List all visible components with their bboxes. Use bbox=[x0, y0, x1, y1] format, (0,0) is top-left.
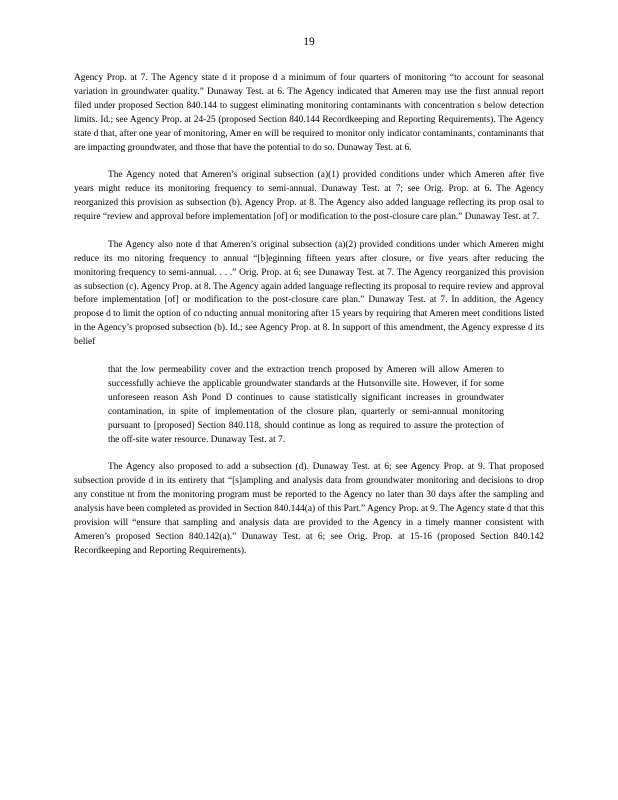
paragraph-5: The Agency also proposed to add a subsection (d). Dunaway Test. at 6; see Agency Prop. at 9. That proposed subsection provide d in its entirety that “[s]ampling and analysis data from groundwater monitoring and decisions to drop any constitue nt from the monitoring program must be reported to the Agency no later than 30 days after the sampling and analysis have been completed as provided in Section 840.144(a) of this Part.” Agency Prop. at 9. The Agency state d that this provision will “ensure that sampling and analysis data are provided to the Agency in a timely manner consistent with Ameren’s proposed Section 840.142(a).” Dunaway Test. at 6; see Orig. Prop. at 15-16 (proposed Section 840.142 Recordkeeping and Reporting Requirements). bbox=[74, 462, 544, 556]
paragraph-2: The Agency noted that Ameren’s original subsection (a)(1) provided conditions under which Ameren after five years might reduce its monitoring frequency to semi-annual. Dunaway Test. at 7; see Orig. Prop. at 6. The Agency reorganized this provision as subsection (b). Agency Prop. at 8. The Agency also added language reflecting its prop osal to require “review and approval before implementation [of] or modification to the post-closure care plan.” Dunaway Test. at 7. bbox=[74, 170, 544, 223]
block-quote: that the low permeability cover and the extraction trench proposed by Ameren will allow Ameren to successfully achieve the applicable groundwater standards at the Hutsonville site. However, if for some unforeseen reason Ash Pond D continues to cause statistically significant increases in groundwater contamination, in spite of implementation of the closure plan, quarterly or semi-annual monitoring pursuant to [proposed] Section 840.118, should continue as long as required to assure the protection of the off-site water resource. Dunaway Test. at 7. bbox=[108, 364, 504, 445]
page-number: 19 bbox=[303, 36, 315, 48]
paragraph-1: Agency Prop. at 7. The Agency state d it propose d a minimum of four quarters of monitoring “to account for seasonal variation in groundwater quality.” Dunaway Test. at 6. The Agency indicated that Ameren may use the first annual report filed under proposed Section 840.144 to suggest eliminating monitoring contaminants with concentration s below detection limits. Id.; see Agency Prop. at 24-25 (proposed Section 840.144 Recordkeeping and Reporting Requirements). The Agency state d that, after one year of monitoring, Amer en will be required to monitor only indicator contaminants, contaminants that are impacting groundwater, and those that have the potential to do so. Dunaway Test. at 6. bbox=[74, 73, 544, 153]
paragraph-3: The Agency also note d that Ameren’s original subsection (a)(2) provided conditions under which Ameren might reduce its mo nitoring frequency to annual “[b]eginning fifteen years after closure, or five years after reducing the monitoring frequency to semi-annual. . . .” Orig. Prop. at 6; see Dunaway Test. at 7. The Agency reorganized this provision as subsection (c). Agency Prop. at 8. The Agency again added language reflecting its proposal to require review and approval before implementation [of] or modification to the post-closure care plan.” Dunaway Test. at 7. In addition, the Agency propose d to limit the option of co nducting annual monitoring after 15 years by requiring that Ameren meet conditions listed in the Agency’s proposed subsection (b). Id.; see Agency Prop. at 8. In support of this amendment, the Agency expresse d its belief bbox=[74, 239, 544, 348]
document-body bbox=[74, 72, 544, 573]
